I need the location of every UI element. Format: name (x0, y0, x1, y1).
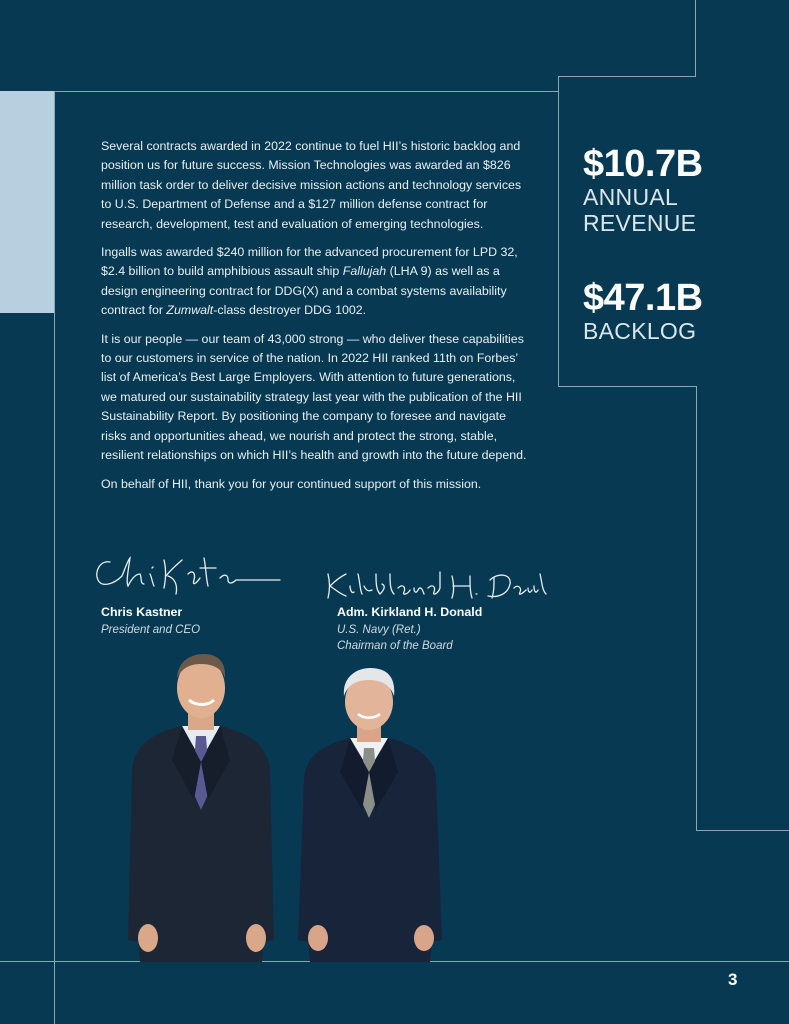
signatory-title-donald-2: Chairman of the Board (337, 640, 453, 652)
frame-line-stats-left (558, 76, 559, 386)
signatory-name-kastner: Chris Kastner (101, 605, 183, 619)
ship-class-zumwalt: Zumwalt (166, 303, 214, 318)
signatory-title-kastner: President and CEO (101, 624, 201, 636)
paragraph-ingalls-part-a: Ingalls was awarded $240 million for the advanced procurement for LPD 32, $2.4 billion to build amphibious assault ship (101, 245, 518, 279)
stat-revenue-label-1: ANNUAL (583, 184, 679, 210)
frame-line-right-bottom (696, 830, 789, 831)
paragraph-thanks: On behalf of HII, thank you for your continued support of this mission. (101, 476, 482, 491)
paragraph-ingalls-part-b: (LHA 9) as well as a design engineering contract for DDG(X) and a combat systems availability contract for (101, 264, 507, 318)
frame-line-stats-bottom (558, 386, 697, 387)
signature-chris-kastner (92, 548, 282, 598)
paragraph-ingalls-part-c: -class destroyer DDG 1002. (213, 303, 367, 318)
stat-backlog-label: BACKLOG (583, 318, 697, 344)
signature-kirkland-donald (322, 566, 550, 606)
paragraph-ingalls (101, 243, 531, 321)
paragraph-people: It is our people — our team of 43,000 strong — who deliver these capabilities to our customers in service of the nation. In 2022 HII ranked 11th on Forbes’ list of America’s Best Large Employers. With attention to future generations, we matured our sustainability strategy last year with the publication of the HII Sustainability Report. By positioning the company to foresee and navigate risks and opportunities ahead, we nourish and protect the strong, stable, resilient relationships on which HII’s health and growth into the future depend. (101, 331, 527, 463)
signatory-title-donald-1: U.S. Navy (Ret.) (337, 624, 421, 636)
letter-body (101, 137, 531, 503)
stat-revenue-value: $10.7B (583, 143, 703, 185)
stat-backlog-value: $47.1B (583, 277, 703, 319)
portrait-chris-kastner (124, 650, 278, 962)
stat-revenue (583, 144, 703, 236)
frame-line-left (54, 91, 55, 1024)
stat-revenue-label-2: REVENUE (583, 210, 697, 236)
ship-name-fallujah: Fallujah (342, 264, 387, 279)
signatory-name-donald: Adm. Kirkland H. Donald (337, 605, 483, 619)
frame-line-right-lower (696, 386, 697, 830)
paragraph-contracts: Several contracts awarded in 2022 continue to fuel HII’s historic backlog and position us for future success. Mission Technologies was awarded an $826 million task order to deliver decisive mission actions and technology services to U.S. Department of Defense and a $127 million defense contract for research, development, test and evaluation of emerging technologies. (101, 139, 522, 231)
frame-line-right-vertical (695, 0, 696, 77)
stat-backlog (583, 278, 703, 344)
frame-line-top (54, 91, 559, 92)
frame-line-stats-top (558, 76, 696, 77)
page-number: 3 (728, 970, 738, 989)
accent-bar (0, 91, 54, 313)
portrait-kirkland-donald (296, 668, 446, 962)
